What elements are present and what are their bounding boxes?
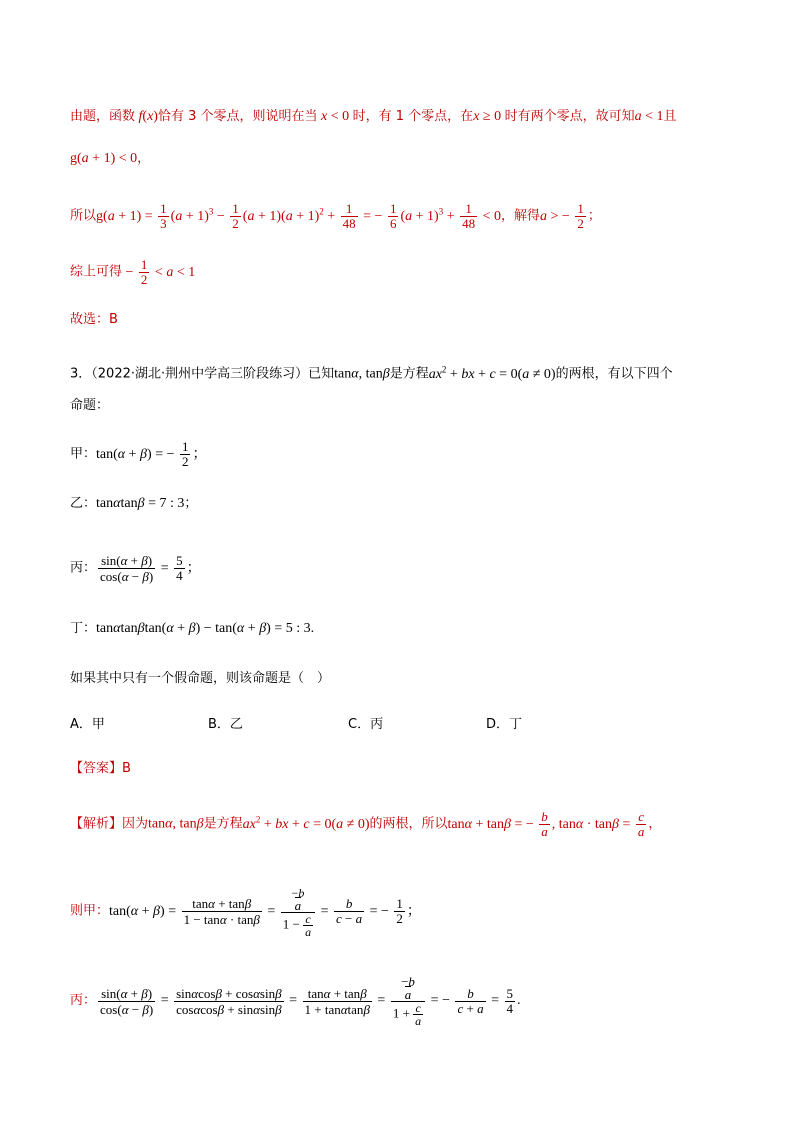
text: 因为 xyxy=(122,816,149,832)
text: 是方程 xyxy=(203,816,243,832)
text: 则甲： xyxy=(70,903,110,919)
proposition-label: 乙： xyxy=(70,496,97,511)
proposition-jia xyxy=(70,440,206,469)
text: 丙： xyxy=(70,993,97,1009)
math-tan-roots: tanα, tanβ xyxy=(334,366,390,382)
text: ，解得 xyxy=(501,208,541,224)
math-range: − $\frac{1}{2}$ < a < 1 xyxy=(122,257,196,287)
analysis-label: 【解析】 xyxy=(70,816,123,832)
analysis-line-1 xyxy=(70,810,661,839)
option-a[interactable]: A．甲 xyxy=(70,717,105,732)
solution-line-2 xyxy=(70,150,150,168)
text: 的两根，所以 xyxy=(369,816,448,832)
proposition-label: 丙： xyxy=(70,560,97,576)
math-analysis-bing: $\frac{\sin(\alpha + \beta)}{\cos(\alpha - \beta)}$ = $\frac{\sin\alpha\cos\beta + \cos\alpha\sin\beta}{\cos\alpha\cos\beta + \sin\alpha\sin\beta}$ = $\frac{\tan\alpha + \tan\beta}{1 + \tan\alpha\tan\beta}$ = −b a 1 + $\frac{c}{a}$ = − $\frac{b}{c + a}$ = $\frac{5}{4}$ . xyxy=(100,974,521,1028)
text: 时有两个零点，故可知 xyxy=(504,109,635,124)
proposition-yi xyxy=(70,495,197,513)
analysis-bing xyxy=(70,975,521,1027)
options-row xyxy=(70,716,522,734)
choice-line: 故选：B xyxy=(70,312,118,327)
text: 由题，函数 xyxy=(70,109,136,124)
text: ； xyxy=(184,496,198,511)
question-source: 3．（2022·湖北·荆州中学高三阶段练习）已知 xyxy=(70,366,335,382)
text: ， xyxy=(648,816,662,832)
math-bing: $\frac{\sin(\alpha + \beta)}{\cos(\alpha - \beta)}$ = $\frac{5}{4}$ ； xyxy=(100,553,201,584)
question-line-1 xyxy=(70,360,673,384)
math-a-lt-1: a < 1 xyxy=(634,109,664,124)
solution-line-1 xyxy=(70,108,677,126)
proposition-ding xyxy=(70,620,314,638)
text: ， xyxy=(137,151,151,166)
proposition-label: 甲： xyxy=(70,446,97,462)
math-x-ge-0: x ≥ 0 xyxy=(473,109,505,124)
math-quadratic: $ax^2$ + bx + c = 0(a ≠ 0) xyxy=(428,364,556,382)
math-g-expression: g(a + 1) = $\frac{1}{3}$ $(a + 1)^3$ − $\frac{1}{2}$ $(a + 1)(a + 1)^2$ + $\frac{1}{48}$ = − $\frac{1}{6}$ $(a + 1)^3$ + $\frac{1}{48}$ < 0 xyxy=(96,201,501,231)
text: 的两根，有以下四个 xyxy=(555,366,673,382)
proposition-label: 丁： xyxy=(70,621,97,636)
math-jia: tan(α + β) = − $\frac{1}{2}$ ； xyxy=(96,439,207,469)
solution-line-3 xyxy=(70,202,601,231)
answer-line: 【答案】B xyxy=(70,761,131,776)
math-analysis-jia: tan(α + β) = $\frac{\tan\alpha + \tan\beta}{1 - \tan\alpha \cdot \tan\beta}$ = −b a 1 − $\frac{c}{a}$ = $\frac{b}{c - a}$ = − $\frac{1}{2}$ ； xyxy=(109,886,421,940)
question-prompt: 如果其中只有一个假命题，则该命题是（ ） xyxy=(70,671,331,686)
math-x-lt-0: x < 0 xyxy=(321,109,353,124)
option-d[interactable]: D．丁 xyxy=(486,717,523,732)
math-ding: tanαtanβtan(α + β) − tan(α + β) = 5 : 3. xyxy=(96,621,315,636)
text: 恰有 3 个零点，则说明在当 xyxy=(157,109,318,124)
text: 时，有 1 个零点，在 xyxy=(352,109,474,124)
text: 且 xyxy=(663,109,677,124)
math-g-a1-lt-0: g(a + 1) < 0 xyxy=(70,151,138,166)
solution-line-4 xyxy=(70,258,195,287)
option-b[interactable]: B．乙 xyxy=(208,717,243,732)
math-vieta: tanα + tanβ = − $\frac{b}{a}$ , tanα · tanβ = $\frac{c}{a}$ xyxy=(447,809,645,839)
option-c[interactable]: C．丙 xyxy=(348,717,384,732)
text: 是方程 xyxy=(389,366,429,382)
math-tan-roots: tanα, tanβ xyxy=(148,816,204,832)
question-line-2: 命题： xyxy=(70,398,110,413)
text: ； xyxy=(587,208,601,224)
math-fx: f(x) xyxy=(138,109,158,124)
math-a-gt-half: a > − $\frac{1}{2}$ xyxy=(540,201,584,231)
text: 综上可得 xyxy=(70,264,123,280)
proposition-bing xyxy=(70,553,201,584)
math-yi: tanαtanβ = 7 : 3 xyxy=(96,496,185,511)
analysis-jia xyxy=(70,885,421,938)
math-quadratic: $ax^2$ + bx + c = 0(a ≠ 0) xyxy=(242,814,370,832)
text: 所以 xyxy=(70,208,97,224)
